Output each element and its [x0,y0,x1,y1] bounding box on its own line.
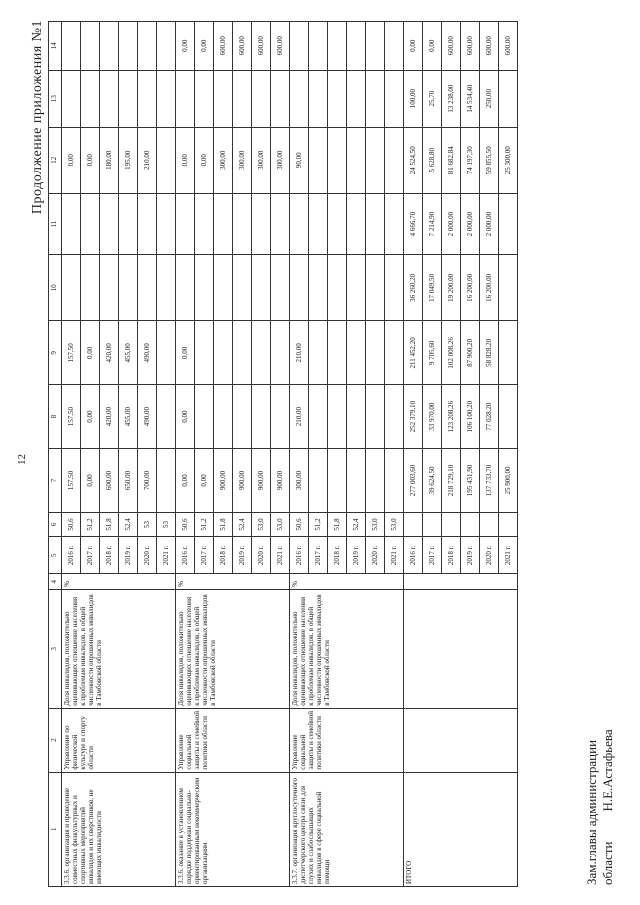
total-amount-cell [499,193,518,255]
indicator-value-cell: 50,6 [176,512,195,536]
indicator-value-cell: 51,2 [81,512,100,536]
amount-cell [233,385,252,449]
total-amount-cell: 7 214,90 [423,193,442,255]
signature-person: Н.Е.Астафьева [599,729,615,812]
column-number: 3 [49,589,62,708]
indicator-value-cell: 51,2 [195,512,214,536]
measure-indicator: Доля инвалидов, положительно оценивающих отношение населения к проблемам инвалидов, в общей численности опрошенных инвалидов в Тамбовской области [176,589,290,708]
measure-unit: % [290,574,404,589]
year-cell: 2018 г. [442,537,461,574]
measure-name: 3.3.7. организация круглосуточного диспетчерского центра связи для глухих и слабослышащих инвалидов в сфере социальной помощи [290,772,404,886]
total-amount-cell: 277 003,60 [404,449,423,513]
amount-cell [195,255,214,321]
year-cell: 2021 г. [385,537,404,574]
table-row [176,22,195,887]
amount-cell [271,385,290,449]
amount-cell [366,193,385,255]
measure-indicator: Доля инвалидов, положительно оценивающих отношение населения к проблемам инвалидов, в общей численности опрошенных инвалидов в Тамбовской области [290,589,404,708]
year-cell: 2019 г. [233,537,252,574]
amount-cell [157,193,176,255]
total-amount-cell: 2 000,00 [480,193,499,255]
amount-cell [366,22,385,71]
amount-cell [176,255,195,321]
year-cell: 2016 г. [176,537,195,574]
total-amount-cell: 58 828,20 [480,321,499,385]
column-number: 4 [49,574,62,589]
total-amount-cell: 600,00 [461,22,480,71]
total-amount-cell: 36 260,20 [404,255,423,321]
indicator-value-cell: 51,8 [100,512,119,536]
amount-cell: 0,00 [81,385,100,449]
total-amount-cell: 9 705,60 [423,321,442,385]
signature-block [584,729,617,885]
amount-cell: 900,00 [252,449,271,513]
column-number: 2 [49,708,62,772]
amount-cell [309,449,328,513]
total-amount-cell: 600,00 [442,22,461,71]
year-cell: 2021 г. [499,537,518,574]
amount-cell [385,449,404,513]
total-amount-cell: 4 666,70 [404,193,423,255]
signature-position: Зам.главы администрации [583,739,599,885]
total-amount-cell: 19 200,00 [442,255,461,321]
amount-cell: 0,00 [176,22,195,71]
measure-name: 3.3.6. оказание в установленном порядке поддержки социально-ориентированным некоммерческим организациям [176,772,290,886]
amount-cell [176,193,195,255]
amount-cell [366,321,385,385]
amount-cell [119,193,138,255]
year-cell: 2021 г. [157,537,176,574]
total-amount-cell: 0,00 [404,22,423,71]
amount-cell [119,22,138,71]
column-number: 6 [49,512,62,536]
amount-cell [252,255,271,321]
amount-cell [62,70,81,127]
total-amount-cell: 87 900,20 [461,321,480,385]
amount-cell: 0,00 [81,321,100,385]
year-cell: 2019 г. [347,537,366,574]
indicator-value-cell: 51,2 [309,512,328,536]
measure-unit: % [176,574,290,589]
amount-cell: 0,00 [176,321,195,385]
total-amount-cell: 25,70 [423,70,442,127]
amount-cell [271,70,290,127]
total-amount-cell: 100,00 [404,70,423,127]
column-number: 9 [49,321,62,385]
total-row [404,22,423,887]
amount-cell [271,321,290,385]
total-amount-cell: 16 200,00 [480,255,499,321]
total-empty-cell [404,574,518,589]
amount-cell [385,321,404,385]
amount-cell: 600,00 [271,22,290,71]
amount-cell [157,321,176,385]
amount-cell [328,22,347,71]
amount-cell: 195,00 [119,127,138,193]
total-amount-cell [499,70,518,127]
amount-cell [176,70,195,127]
year-cell: 2019 г. [119,537,138,574]
table-row [62,22,81,887]
measure-executor: Управление социальной защиты и семейной политики области [290,708,404,772]
amount-cell [290,22,309,71]
amount-cell: 0,00 [195,22,214,71]
budget-table [48,21,518,887]
total-amount-cell: 74 197,30 [461,127,480,193]
amount-cell: 900,00 [233,449,252,513]
year-cell: 2016 г. [290,537,309,574]
amount-cell [119,255,138,321]
indicator-value-cell: 53,0 [252,512,271,536]
amount-cell [328,127,347,193]
amount-cell: 420,00 [100,321,119,385]
amount-cell: 210,00 [290,321,309,385]
indicator-value-cell: 53,0 [271,512,290,536]
amount-cell [347,255,366,321]
total-amount-cell: 600,00 [480,22,499,71]
amount-cell [309,22,328,71]
year-cell: 2019 г. [461,537,480,574]
column-number: 12 [49,127,62,193]
amount-cell: 300,00 [290,449,309,513]
total-amount-cell: 102 008,26 [442,321,461,385]
amount-cell [157,385,176,449]
amount-cell: 455,00 [119,385,138,449]
amount-cell [157,70,176,127]
indicator-value-cell: 50,6 [290,512,309,536]
amount-cell [271,255,290,321]
amount-cell [214,193,233,255]
amount-cell: 600,00 [233,22,252,71]
year-cell: 2017 г. [81,537,100,574]
year-cell: 2018 г. [100,537,119,574]
amount-cell [138,70,157,127]
amount-cell [366,385,385,449]
amount-cell [214,70,233,127]
amount-cell: 0,00 [81,449,100,513]
amount-cell [328,70,347,127]
amount-cell [328,321,347,385]
total-amount-cell [499,385,518,449]
amount-cell: 0,00 [176,127,195,193]
indicator-value-cell: 51,8 [214,512,233,536]
total-amount-cell: 24 524,50 [404,127,423,193]
amount-cell [366,127,385,193]
amount-cell: 900,00 [214,449,233,513]
amount-cell [309,255,328,321]
indicator-value-cell: 50,6 [62,512,81,536]
amount-cell [271,193,290,255]
signature-region: области [599,841,615,885]
amount-cell [100,255,119,321]
amount-cell: 0,00 [176,449,195,513]
amount-cell [385,385,404,449]
column-number: 1 [49,772,62,886]
column-number-row [49,22,62,887]
amount-cell [100,70,119,127]
amount-cell [252,70,271,127]
indicator-value-cell: 52,4 [233,512,252,536]
total-empty-cell [480,512,499,536]
year-cell: 2017 г. [309,537,328,574]
total-amount-cell: 195 431,90 [461,449,480,513]
amount-cell [309,127,328,193]
amount-cell [81,193,100,255]
amount-cell: 0,00 [176,385,195,449]
indicator-value-cell: 53 [138,512,157,536]
measure-executor: Управление социальной защиты и семейной политики области [176,708,290,772]
amount-cell [328,255,347,321]
amount-cell: 0,00 [195,127,214,193]
year-cell: 2017 г. [195,537,214,574]
amount-cell: 490,00 [138,385,157,449]
amount-cell [290,193,309,255]
amount-cell: 650,00 [119,449,138,513]
year-cell: 2017 г. [423,537,442,574]
amount-cell: 600,00 [252,22,271,71]
total-amount-cell: 14 534,40 [461,70,480,127]
amount-cell [100,22,119,71]
amount-cell: 210,00 [290,385,309,449]
amount-cell [62,193,81,255]
year-cell: 2020 г. [252,537,271,574]
amount-cell [195,70,214,127]
amount-cell: 0,00 [81,127,100,193]
total-amount-cell: 2 000,00 [461,193,480,255]
indicator-value-cell: 52,4 [119,512,138,536]
amount-cell [328,385,347,449]
amount-cell [62,22,81,71]
amount-cell [157,127,176,193]
column-number: 10 [49,255,62,321]
amount-cell: 455,00 [119,321,138,385]
total-empty-cell [461,512,480,536]
amount-cell: 600,00 [214,22,233,71]
indicator-value-cell: 53,0 [385,512,404,536]
amount-cell [328,449,347,513]
amount-cell [195,385,214,449]
amount-cell [138,255,157,321]
amount-cell: 157,50 [62,321,81,385]
amount-cell [309,385,328,449]
total-amount-cell: 33 970,00 [423,385,442,449]
total-amount-cell: 250,00 [480,70,499,127]
year-cell: 2020 г. [366,537,385,574]
amount-cell [252,321,271,385]
amount-cell [347,321,366,385]
total-amount-cell: 252 379,10 [404,385,423,449]
amount-cell [157,255,176,321]
amount-cell: 0,00 [195,449,214,513]
amount-cell [347,193,366,255]
total-amount-cell: 137 733,70 [480,449,499,513]
total-amount-cell: 81 682,84 [442,127,461,193]
indicator-value-cell: 53 [157,512,176,536]
total-empty-cell [404,708,518,772]
amount-cell [195,321,214,385]
total-amount-cell: 218 729,10 [442,449,461,513]
column-number: 5 [49,537,62,574]
total-amount-cell: 600,00 [499,22,518,71]
column-number: 8 [49,385,62,449]
amount-cell [290,70,309,127]
indicator-value-cell: 52,4 [347,512,366,536]
amount-cell [385,22,404,71]
amount-cell [385,127,404,193]
amount-cell: 900,00 [271,449,290,513]
indicator-value-cell: 53,0 [366,512,385,536]
amount-cell: 157,50 [62,385,81,449]
amount-cell: 600,00 [100,449,119,513]
total-amount-cell: 16 200,00 [461,255,480,321]
amount-cell [81,255,100,321]
amount-cell [385,70,404,127]
total-amount-cell: 123 208,26 [442,385,461,449]
amount-cell [252,193,271,255]
total-amount-cell: 211 452,20 [404,321,423,385]
total-amount-cell: 2 000,00 [442,193,461,255]
year-cell: 2020 г. [138,537,157,574]
amount-cell [233,255,252,321]
amount-cell: 420,00 [100,385,119,449]
year-cell: 2018 г. [328,537,347,574]
total-empty-cell [404,589,518,708]
measure-unit: % [62,574,176,589]
total-amount-cell: 17 049,50 [423,255,442,321]
measure-name: 3.3.6. организация и проведение совместных физкультурных и спортивных мероприятий инвалидов и их сверстников, не имеющих инвалидности [62,772,176,886]
amount-cell [214,321,233,385]
amount-cell [138,22,157,71]
amount-cell [347,385,366,449]
table-row [290,22,309,887]
total-amount-cell: 39 624,50 [423,449,442,513]
total-amount-cell: 0,00 [423,22,442,71]
total-amount-cell: 25 900,00 [499,449,518,513]
amount-cell [309,193,328,255]
total-empty-cell [442,512,461,536]
amount-cell: 180,00 [100,127,119,193]
column-number: 11 [49,193,62,255]
amount-cell [214,385,233,449]
total-amount-cell: 106 100,20 [461,385,480,449]
amount-cell [81,70,100,127]
amount-cell [366,70,385,127]
year-cell: 2020 г. [480,537,499,574]
amount-cell [81,22,100,71]
amount-cell [347,70,366,127]
year-cell: 2021 г. [271,537,290,574]
year-cell: 2016 г. [62,537,81,574]
amount-cell [366,449,385,513]
amount-cell [309,70,328,127]
total-empty-cell [423,512,442,536]
amount-cell [347,449,366,513]
total-empty-cell [404,512,423,536]
total-amount-cell: 59 855,50 [480,127,499,193]
measure-indicator: Доля инвалидов, положительно оценивающих отношение населения к проблемам инвалидов, в общей численности опрошенных инвалидов в Тамбовской области [62,589,176,708]
amount-cell [119,70,138,127]
total-amount-cell [499,321,518,385]
amount-cell: 157,50 [62,449,81,513]
total-amount-cell: 25 300,00 [499,127,518,193]
amount-cell: 0,00 [62,127,81,193]
amount-cell [233,321,252,385]
amount-cell [347,127,366,193]
amount-cell [157,449,176,513]
amount-cell: 210,00 [138,127,157,193]
amount-cell: 700,00 [138,449,157,513]
column-number: 13 [49,70,62,127]
total-label: ИТОГО [404,772,518,886]
measure-executor: Управление по физической культуре и спорту области [62,708,176,772]
column-number: 7 [49,449,62,513]
amount-cell: 490,00 [138,321,157,385]
amount-cell [100,193,119,255]
amount-cell [157,22,176,71]
amount-cell [138,193,157,255]
amount-cell [252,385,271,449]
total-amount-cell [499,255,518,321]
total-empty-cell [499,512,518,536]
year-cell: 2016 г. [404,537,423,574]
amount-cell: 300,00 [214,127,233,193]
total-amount-cell: 5 628,80 [423,127,442,193]
amount-cell [290,255,309,321]
total-amount-cell: 77 028,20 [480,385,499,449]
amount-cell: 300,00 [271,127,290,193]
indicator-value-cell: 51,8 [328,512,347,536]
amount-cell [385,193,404,255]
amount-cell [385,255,404,321]
amount-cell: 90,00 [290,127,309,193]
amount-cell [214,255,233,321]
amount-cell [309,321,328,385]
amount-cell: 300,00 [233,127,252,193]
page-number: 12 [16,454,28,465]
year-cell: 2018 г. [214,537,233,574]
amount-cell [366,255,385,321]
amount-cell [62,255,81,321]
amount-cell [233,70,252,127]
amount-cell [233,193,252,255]
column-number: 14 [49,22,62,71]
amount-cell: 300,00 [252,127,271,193]
amount-cell [328,193,347,255]
amount-cell [347,22,366,71]
total-amount-cell: 13 238,00 [442,70,461,127]
appendix-title: Продолжение приложения №1 [30,20,45,215]
amount-cell [195,193,214,255]
